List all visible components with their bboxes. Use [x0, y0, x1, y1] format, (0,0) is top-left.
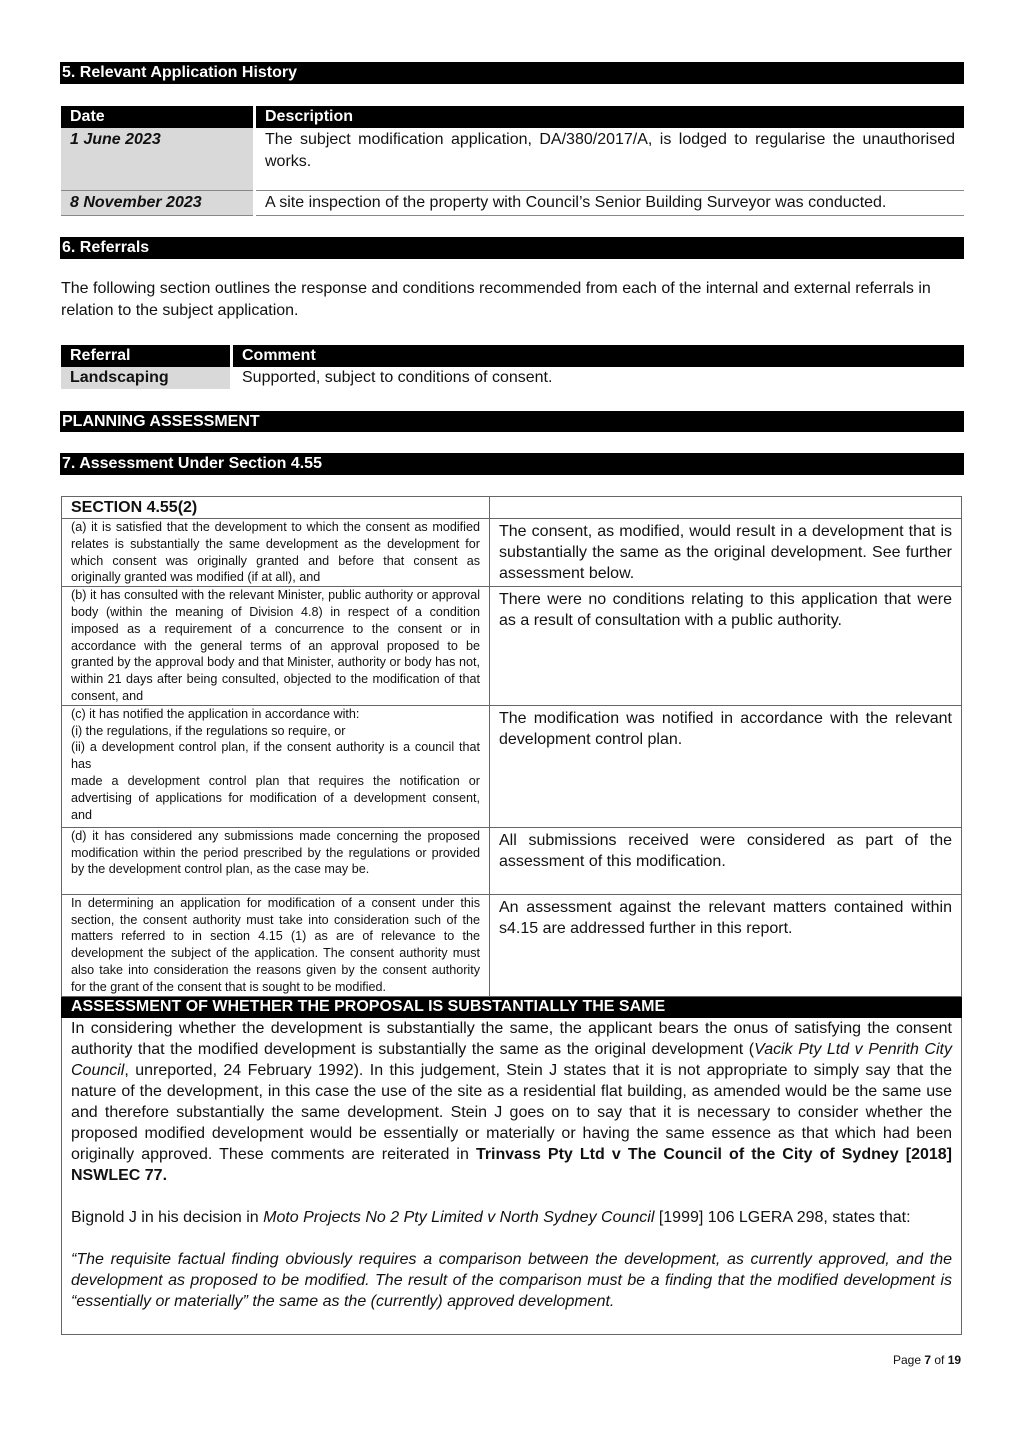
referral-comment: Supported, subject to conditions of consent.: [242, 369, 553, 386]
comment-header: Comment: [232, 345, 965, 367]
table-row: [62, 705, 962, 827]
response-s415: An assessment against the relevant matters contained within s4.15 are addressed further in this report.: [490, 894, 962, 996]
table-row: [61, 128, 964, 191]
section-6-title: 6. Referrals: [60, 237, 964, 259]
section-7-title: 7. Assessment Under Section 4.55: [60, 453, 964, 475]
criterion-c-line: made a development control plan that requires the notification or advertising of applications for modification of a development consent, and: [71, 773, 480, 822]
quote-paragraph: “The requisite factual finding obviously requires a comparison between the development, as currently approved, and the development as proposed to be modified. The result of the comparison must be a finding that the modified development is “essentially or materially” the same as the (currently) approved development.: [71, 1250, 952, 1310]
table-row: [62, 894, 962, 996]
table-row: [61, 191, 964, 216]
substantially-same-title: ASSESSMENT OF WHETHER THE PROPOSAL IS SUBSTANTIALLY THE SAME: [62, 996, 962, 1017]
response-a: The consent, as modified, would result in a development that is substantially the same as the original development. See further assessment below.: [490, 519, 962, 587]
criterion-a: (a) it is satisfied that the development to which the consent as modified relates is substantially the same development as the development for which consent was originally granted and before that consent as originally granted was modified (if at all), and: [62, 519, 490, 587]
table-row: [62, 827, 962, 894]
criterion-b: (b) it has consulted with the relevant Minister, public authority or approval body (within the meaning of Division 4.8) in respect of a condition imposed as a requirement of a concurrence to the consent or in accordance with the general terms of an approval proposed to be granted by the approval body and that Minister, authority or body has not, within 21 days after being consulted, objected to the modification of that consent, and: [62, 587, 490, 706]
history-date: 1 June 2023: [61, 128, 255, 191]
referral-name: Landscaping: [61, 367, 232, 389]
section-455-table: [61, 496, 962, 1335]
section-5-title: 5. Relevant Application History: [60, 62, 964, 84]
planning-assessment-title: PLANNING ASSESSMENT: [60, 411, 964, 432]
page-number: Page 7 of 19: [893, 1353, 962, 1367]
criterion-c-line: (i) the regulations, if the regulations so require, or: [71, 723, 346, 738]
substantially-same-paragraph-1: In considering whether the development is substantially the same, the applicant bears the onus of satisfying the consent authority that the modified development is substantially the same as the original development (Vacik Pty Ltd v Penrith City Council, unreported, 24 February 1992). In this judgement, Stein J states that it is not appropriate to simply say that the nature of the development, in this case the use of the site as a residential flat building, as amended would be the same use and therefore substantially the same development. Stein J goes on to say that it is necessary to consider whether the proposed modified development would be essentially or materially or having the same essence as that which had been originally approved. These comments are reiterated in Trinvass Pty Ltd v The Council of the City of Sydney [2018] NSWLEC 77.: [71, 1019, 952, 1184]
criterion-d: (d) it has considered any submissions made concerning the proposed modification within the period prescribed by the regulations or provided by the development control plan, as the case may be.: [62, 827, 490, 894]
application-history-table: [61, 106, 964, 216]
referral-header: Referral: [61, 345, 232, 367]
criterion-c-line: (c) it has notified the application in accordance with:: [71, 706, 360, 721]
response-d: All submissions received were considered as part of the assessment of this modification.: [490, 827, 962, 894]
criterion-s415: In determining an application for modification of a consent under this section, the consent authority must take into consideration such of the matters referred to in section 4.15 (1) as are of relevance to the development the subject of the application. The consent authority must also take into consideration the reasons given by the consent authority for the grant of the consent that is sought to be modified.: [62, 894, 490, 996]
history-description: A site inspection of the property with Council’s Senior Building Surveyor was conducted.: [255, 191, 965, 216]
criterion-c: [62, 705, 490, 827]
history-description: The subject modification application, DA/380/2017/A, is lodged to regularise the unauthorised works.: [255, 128, 965, 191]
section-455-header-blank: [490, 497, 962, 519]
case-citation: Moto Projects No 2 Pty Limited v North Sydney Council: [263, 1208, 655, 1226]
description-header: Description: [255, 106, 965, 128]
substantially-same-body: [62, 1017, 962, 1334]
substantially-same-paragraph-2: Bignold J in his decision in Moto Projects No 2 Pty Limited v North Sydney Council [1999] 106 LGERA 298, states that:: [71, 1208, 911, 1226]
table-row: [62, 587, 962, 706]
date-header: Date: [61, 106, 255, 128]
case-citation: Trinvass Pty Ltd v The Council of the City of Sydney [2018] NSWLEC 77.: [71, 1145, 952, 1184]
response-c: The modification was notified in accordance with the relevant development control plan.: [490, 705, 962, 827]
case-citation: Vacik Pty Ltd v Penrith City Council: [71, 1040, 952, 1079]
referrals-intro: The following section outlines the response and conditions recommended from each of the internal and external referrals in relation to the subject application.: [61, 280, 931, 319]
response-b: There were no conditions relating to this application that were as a result of consultation with a public authority.: [490, 587, 962, 706]
history-date: 8 November 2023: [61, 191, 255, 216]
table-row: [62, 519, 962, 587]
table-row: [61, 367, 964, 389]
referrals-table: [61, 345, 964, 389]
criterion-c-line: (ii) a development control plan, if the consent authority is a council that has: [71, 740, 480, 772]
section-455-header: SECTION 4.55(2): [62, 497, 490, 519]
